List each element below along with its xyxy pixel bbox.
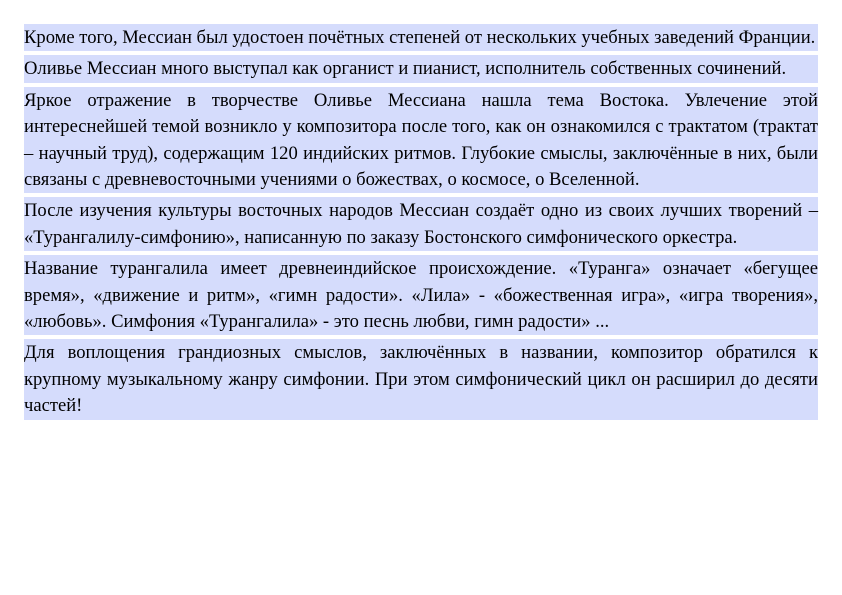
document-body <box>24 24 818 424</box>
paragraph-honorary-degrees: Кроме того, Мессиан был удостоен почётных степеней от нескольких учебных заведений Франции. <box>24 24 818 51</box>
paragraph-performer: Оливье Мессиан много выступал как органист и пианист, исполнитель собственных сочинений. <box>24 55 818 82</box>
paragraph-symphony-genre: Для воплощения грандиозных смыслов, заключённых в названии, композитор обратился к крупному музыкальному жанру симфонии. При этом симфонический цикл он расширил до десяти частей! <box>24 339 818 419</box>
paragraph-turangalila-name: Название турангалила имеет древнеиндийское происхождение. «Туранга» означает «бегущее время», «движение и ритм», «гимн радости». «Лила» - «божественная игра», «игра творения», «любовь». Симфония «Турангалила» - это песнь любви, гимн радости» ... <box>24 255 818 335</box>
paragraph-turangalila-creation: После изучения культуры восточных народов Мессиан создаёт одно из своих лучших творений – «Турангалилу-симфонию», написанную по заказу Бостонского симфонического оркестра. <box>24 197 818 251</box>
paragraph-east-theme: Яркое отражение в творчестве Оливье Мессиана нашла тема Востока. Увлечение этой интереснейшей темой возникло у композитора после того, как он ознакомился с трактатом (трактат – научный труд), содержащим 120 индийских ритмов. Глубокие смыслы, заключённые в них, были связаны с древневосточными учениями о божествах, о космосе, о Вселенной. <box>24 87 818 194</box>
